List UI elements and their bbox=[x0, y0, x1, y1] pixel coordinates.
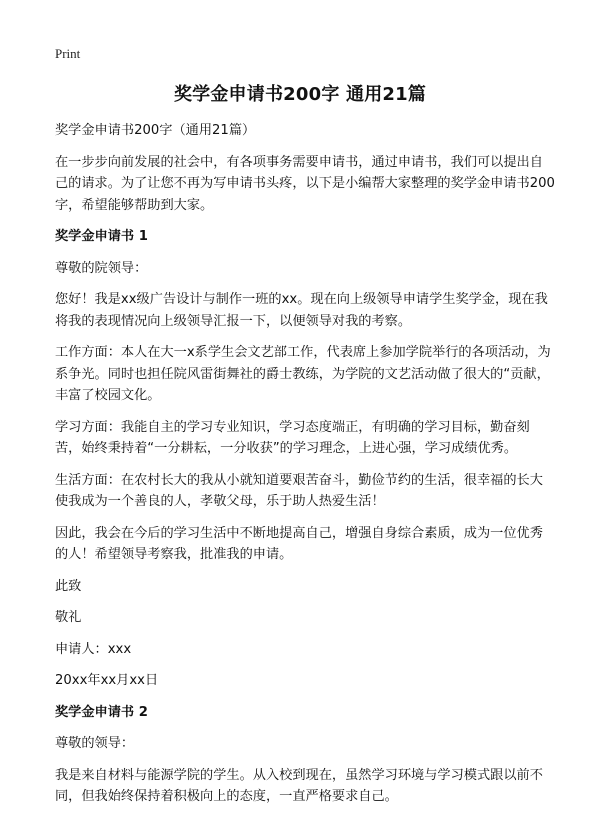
letter-2-heading: 奖学金申请书 2 bbox=[55, 704, 148, 720]
print-link[interactable]: Print bbox=[55, 46, 81, 61]
document-body bbox=[55, 120, 555, 818]
letter-2-salutation: 尊敬的领导： bbox=[55, 736, 135, 751]
letter-1-applicant: 申请人：xxx bbox=[55, 641, 132, 657]
letter-1-closing-2: 敬礼 bbox=[55, 610, 82, 625]
letter-2-paragraph-1: 我是来自材料与能源学院的学生。从入校到现在，虽然学习环境与学习模式跟以前不同，但我始终保持着积极向上的态度，一直严格要求自己。 bbox=[55, 767, 543, 804]
letter-1-closing-1: 此致 bbox=[55, 578, 82, 594]
page-title: 奖学金申请书200字 通用21篇 bbox=[173, 84, 427, 105]
letter-1-paragraph-2: 工作方面：本人在大一x系学生会文艺部工作，代表席上参加学院举行的各项活动，为系争光。同时也担任院风雷街舞社的爵士教练，为学院的文艺活动做了很大的“贡献，丰富了校园文化。 bbox=[55, 345, 551, 403]
letter-1-paragraph-3: 学习方面：我能自主的学习专业知识，学习态度端正，有明确的学习目标，勤奋刻苦，始终秉持着“一分耕耘，一分收获”的学习理念，上进心强，学习成绩优秀。 bbox=[55, 419, 530, 456]
letter-1-salutation: 尊敬的院领导： bbox=[55, 260, 148, 276]
letter-1-paragraph-4: 生活方面：在农村长大的我从小就知道要艰苦奋斗，勤俭节约的生活，很幸福的长大使我成为一个善良的人，孝敬父母，乐于助人热爱生活！ bbox=[55, 472, 543, 509]
document-subtitle: 奖学金申请书200字（通用21篇） bbox=[55, 123, 256, 138]
letter-1-heading: 奖学金申请书 1 bbox=[55, 229, 148, 244]
intro-paragraph: 在一步步向前发展的社会中，有各项事务需要申请书，通过申请书，我们可以提出自己的请求。为了让您不再为写申请书头疼，以下是小编帮大家整理的奖学金申请书200字，希望能够帮助到大家。 bbox=[55, 154, 555, 213]
letter-1-paragraph-5: 因此，我会在今后的学习生活中不断地提高自己，增强自身综合素质，成为一位优秀的人！希望领导考察我，批准我的申请。 bbox=[55, 525, 543, 562]
letter-1-paragraph-1: 您好！我是xx级广告设计与制作一班的xx。现在向上级领导申请学生奖学金，现在我将我的表现情况向上级领导汇报一下，以便领导对我的考察。 bbox=[55, 292, 548, 329]
letter-1-date: 20xx年xx月xx日 bbox=[55, 673, 159, 688]
